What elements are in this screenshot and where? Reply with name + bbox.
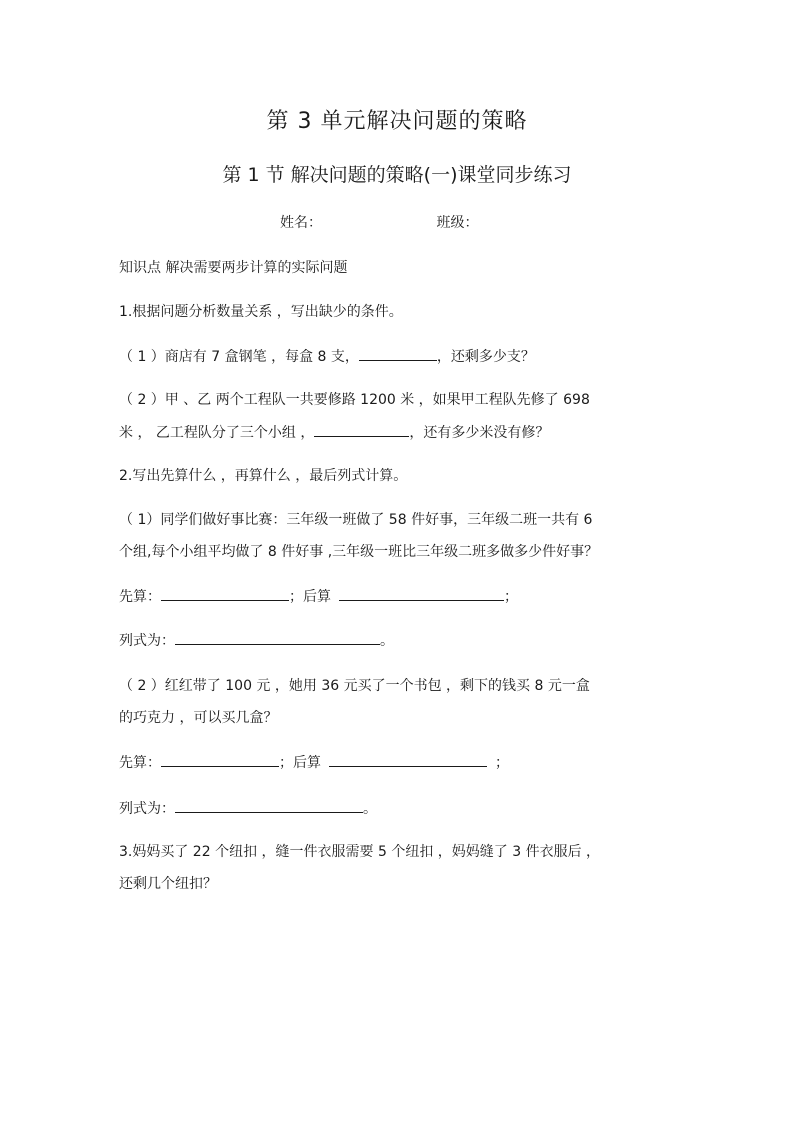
q1-part2-text-after: ，还有多少米没有修？ (409, 425, 550, 441)
q2-heading: 2.写出先算什么 ，再算什么 ，最后列式计算。 (119, 468, 408, 484)
q2-part2-line1: （ 2 ）红红带了 100 元 ，她用 36 元买了一个书包 ，剩下的钱买 8 元一盒 (119, 678, 590, 694)
q2-part1-first-label: 先算： (119, 589, 161, 605)
q2-part2-then-blank[interactable] (329, 752, 487, 767)
q2-part2-first-label: 先算： (119, 755, 161, 771)
name-label: 姓名： (280, 215, 322, 231)
q2-part2-formula (119, 798, 377, 819)
q2-part2-formula-label: 列式为： (119, 801, 175, 817)
q1-part2-answer-blank[interactable] (314, 422, 409, 437)
q2-part2-steps (119, 752, 509, 773)
q1-heading: 1.根据问题分析数量关系 ，写出缺少的条件。 (119, 304, 403, 320)
page-title: 第 3 单元解决问题的策略 (266, 109, 528, 134)
q2-part2-end: ； (495, 755, 509, 771)
q2-part1-end: ； (504, 589, 518, 605)
class-label: 班级： (436, 215, 479, 231)
q2-part1-line2: 个组,每个小组平均做了 8 件好事 ,三年级一班比三年级二班多做多少件好事？ (119, 544, 599, 560)
q2-part1-formula-end: 。 (380, 633, 394, 649)
q1-part2-line2 (119, 422, 549, 443)
q2-part2-first-blank[interactable] (161, 752, 279, 767)
q1-part1-answer-blank[interactable] (359, 346, 437, 361)
q2-part2-then-label: ；后算 (279, 755, 321, 771)
q2-part1-line1: （ 1）同学们做好事比赛：三年级一班做了 58 件好事，三年级二班一共有 6 (119, 512, 593, 528)
q2-part2-formula-blank[interactable] (175, 798, 363, 813)
q2-part1-then-label: ；后算 (289, 589, 331, 605)
q2-part1-formula-blank[interactable] (175, 630, 380, 645)
q2-part1-steps (119, 586, 518, 607)
q2-part1-formula-label: 列式为： (119, 633, 175, 649)
q2-part1-formula (119, 630, 394, 651)
q1-part1 (119, 346, 535, 367)
q2-part2-line2: 的巧克力 ，可以买几盒？ (119, 710, 278, 726)
q2-part1-first-blank[interactable] (161, 586, 289, 601)
q1-part1-text-before: （ 1 ）商店有 7 盒钢笔 ，每盒 8 支， (119, 349, 359, 365)
page-subtitle: 第 1 节 解决问题的策略(一)课堂同步练习 (222, 164, 572, 186)
q2-part2-formula-end: 。 (363, 801, 377, 817)
q1-part2-line1: （ 2 ）甲 、乙 两个工程队一共要修路 1200 米 ，如果甲工程队先修了 698 (119, 392, 590, 408)
q3-line1: 3.妈妈买了 22 个纽扣 ，缝一件衣服需要 5 个纽扣 ，妈妈缝了 3 件衣服后 ， (119, 844, 601, 860)
q1-part1-text-after: ，还剩多少支？ (436, 349, 535, 365)
section-heading: 知识点 解决需要两步计算的实际问题 (119, 260, 348, 276)
student-info-row (280, 212, 478, 232)
q1-part2-text-before: 米 ， 乙工程队分了三个小组 ， (119, 425, 315, 441)
q2-part1-then-blank[interactable] (339, 586, 504, 601)
q3-line2: 还剩几个纽扣？ (119, 876, 217, 892)
